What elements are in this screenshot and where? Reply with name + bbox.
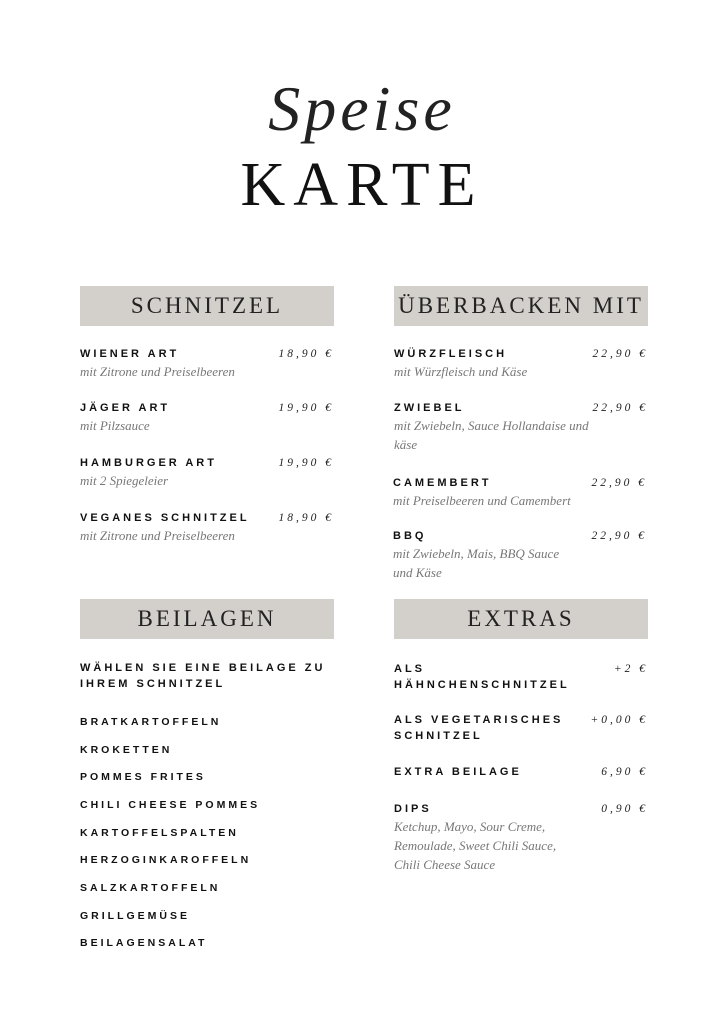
section-header-schnitzel: SCHNITZEL: [80, 286, 334, 326]
item-price: +2 €: [613, 663, 648, 675]
item-desc: Ketchup, Mayo, Sour Creme, Remoulade, Sweet Chili Sauce, Chili Cheese Sauce: [394, 819, 557, 872]
side-item: KARTOFFELSPALTEN: [80, 827, 239, 839]
side-item: BRATKARTOFFELN: [80, 716, 222, 728]
menu-item: [393, 528, 647, 582]
item-price: 22,90 €: [592, 402, 648, 414]
menu-item: [80, 400, 334, 435]
section-header-beilagen: BEILAGEN: [80, 599, 334, 639]
item-price: 19,90 €: [278, 402, 334, 414]
side-item: SALZKARTOFFELN: [80, 882, 221, 894]
title-main: KARTE: [240, 151, 484, 219]
item-price: +0,00 €: [590, 714, 648, 726]
item-desc: mit Zitrone und Preiselbeeren: [80, 528, 235, 543]
menu-item: [394, 346, 648, 381]
item-desc: mit Würzfleisch und Käse: [394, 364, 528, 379]
beilagen-intro: [80, 660, 334, 692]
item-desc: mit Pilzsauce: [80, 418, 150, 433]
item-name: WIENER ART: [80, 348, 180, 360]
side-item: CHILI CHEESE POMMES: [80, 799, 261, 811]
side-item: KROKETTEN: [80, 744, 173, 756]
item-name: WÜRZFLEISCH: [394, 348, 508, 360]
item-price: 6,90 €: [601, 766, 648, 778]
item-name: CAMEMBERT: [393, 477, 492, 489]
item-name: ALS HÄHNCHENSCHNITZEL: [394, 663, 570, 691]
menu-item: [394, 764, 648, 780]
side-item: BEILAGENSALAT: [80, 937, 208, 949]
item-price: 18,90 €: [278, 348, 334, 360]
menu-item: [394, 712, 648, 744]
item-desc: mit Zitrone und Preiselbeeren: [80, 364, 235, 379]
menu-item: [80, 510, 334, 545]
menu-item: [394, 400, 648, 454]
item-price: 22,90 €: [591, 530, 647, 542]
item-desc: mit Zwiebeln, Sauce Hollandaise und käse: [394, 418, 589, 452]
title-script: Speise: [268, 73, 456, 144]
side-item: GRILLGEMÜSE: [80, 910, 191, 922]
item-name: JÄGER ART: [80, 402, 171, 414]
item-name: BBQ: [393, 530, 427, 542]
side-item: HERZOGINKAROFFELN: [80, 854, 252, 866]
item-name: VEGANES SCHNITZEL: [80, 512, 250, 524]
beilagen-intro-text: WÄHLEN SIE EINE BEILAGE ZU IHREM SCHNITZEL: [80, 662, 326, 690]
side-item: POMMES FRITES: [80, 771, 206, 783]
item-desc: mit Zwiebeln, Mais, BBQ Sauce und Käse: [393, 546, 560, 580]
menu-item: [394, 801, 648, 874]
item-desc: mit Preiselbeeren und Camembert: [393, 493, 571, 508]
item-price: 19,90 €: [278, 457, 334, 469]
item-price: 22,90 €: [592, 348, 648, 360]
item-name: ZWIEBEL: [394, 402, 465, 414]
item-name: DIPS: [394, 803, 432, 815]
item-price: 18,90 €: [278, 512, 334, 524]
item-name: EXTRA BEILAGE: [394, 766, 522, 778]
item-desc: mit 2 Spiegeleier: [80, 473, 169, 488]
item-price: 0,90 €: [601, 803, 648, 815]
menu-item: [394, 661, 648, 693]
section-header-ueberbacken: ÜBERBACKEN MIT: [394, 286, 648, 326]
item-name: HAMBURGER ART: [80, 457, 217, 469]
menu-item: [80, 346, 334, 381]
menu-item: [393, 475, 647, 510]
item-price: 22,90 €: [591, 477, 647, 489]
section-header-extras: EXTRAS: [394, 599, 648, 639]
item-name: ALS VEGETARISCHES SCHNITZEL: [394, 714, 564, 742]
menu-item: [80, 455, 334, 490]
